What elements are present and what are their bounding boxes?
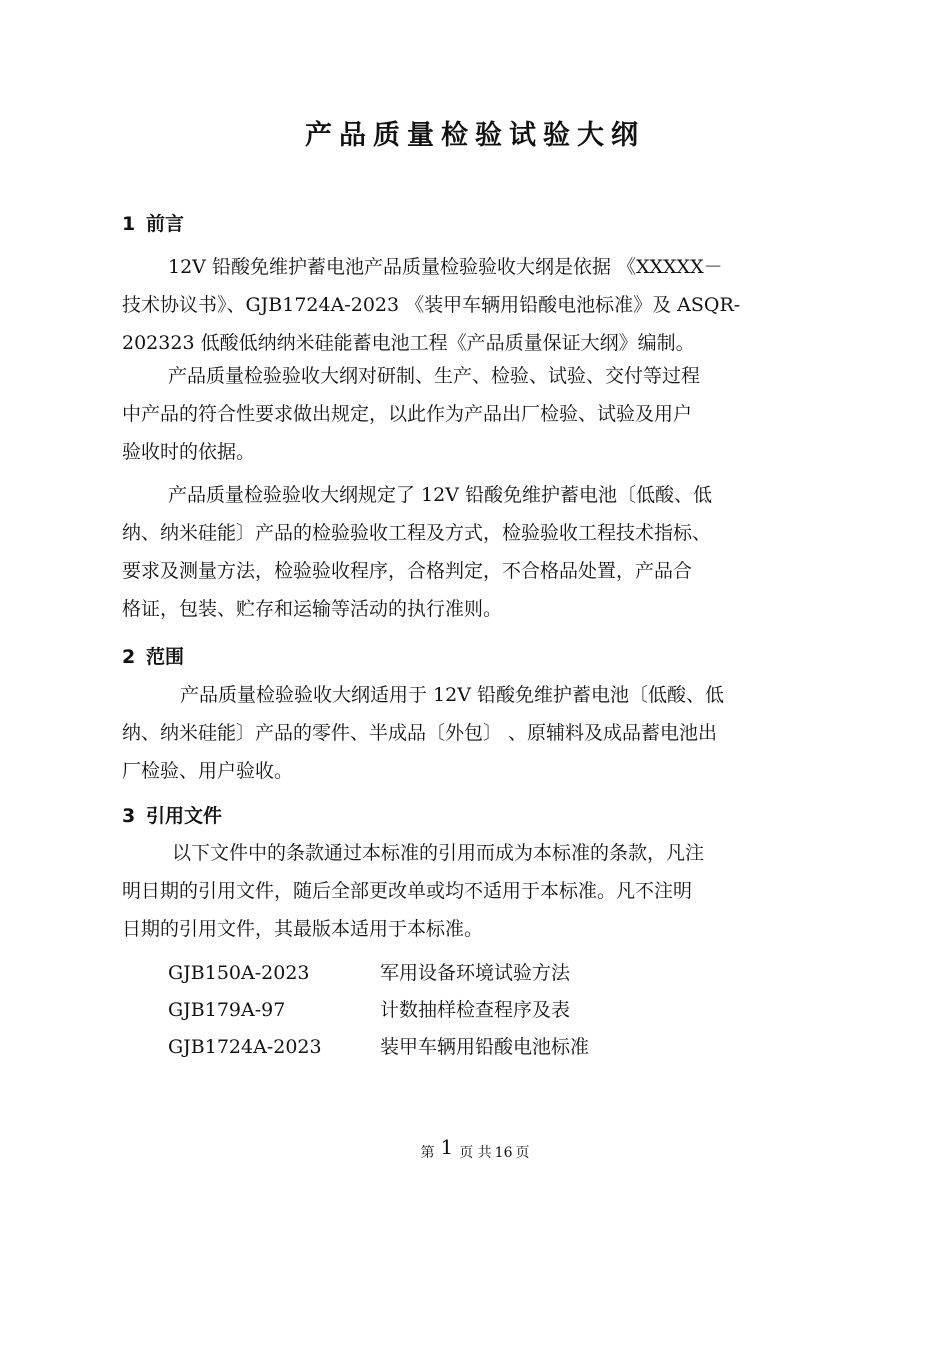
- footer-suffix: 页: [515, 1145, 530, 1161]
- paragraph: [122, 834, 842, 948]
- section-heading-scope: [122, 643, 184, 671]
- section-title: 范围: [146, 646, 185, 668]
- paragraph-line: 厂检验、用户验收。: [122, 760, 294, 782]
- paragraph: [122, 476, 842, 628]
- paragraph-line: 产品质量检验验收大纲规定了 12V 铅酸免维护蓄电池〔低酸、低: [168, 484, 712, 506]
- reference-name: 装甲车辆用铅酸电池标准: [380, 1036, 590, 1058]
- section-number: 3: [122, 805, 136, 827]
- reference-name: 军用设备环境试验方法: [380, 962, 571, 984]
- reference-row: [168, 954, 570, 992]
- paragraph-line: 产品质量检验验收大纲对研制、生产、检验、试验、交付等过程: [168, 365, 701, 387]
- reference-name: 计数抽样检查程序及表: [380, 999, 571, 1021]
- paragraph-line: 要求及测量方法，检验验收程序，合格判定，不合格品处置，产品合: [122, 560, 693, 582]
- footer-middle: 页 共: [459, 1145, 492, 1161]
- section-heading-references: [122, 802, 222, 830]
- paragraph-line: 202323 低酸低纳纳米硅能蓄电池工程《产品质量保证大纲》编制。: [122, 332, 695, 354]
- paragraph-line: 12V 铅酸免维护蓄电池产品质量检验验收大纲是依据 《XXXXX－: [168, 256, 723, 278]
- footer-prefix: 第: [420, 1145, 435, 1161]
- paragraph-line: 技术协议书》、GJB1724A-2023 《装甲车辆用铅酸电池标准》及 ASQR-: [122, 294, 741, 316]
- paragraph-line: 以下文件中的条款通过本标准的引用而成为本标准的条款，凡注: [172, 842, 705, 864]
- paragraph-line: 产品质量检验验收大纲适用于 12V 铅酸免维护蓄电池〔低酸、低: [180, 684, 724, 706]
- paragraph: [122, 248, 842, 362]
- paragraph-line: 验收时的依据。: [122, 441, 256, 463]
- document-title: 产品质量检验试验大纲: [305, 120, 645, 151]
- page-number: 1: [440, 1135, 454, 1159]
- page-total: 16: [494, 1145, 513, 1161]
- reference-row: [168, 1028, 589, 1066]
- paragraph-line: 纳、纳米硅能〕产品的检验验收工程及方式，检验验收工程技术指标、: [122, 522, 712, 544]
- paragraph-line: 日期的引用文件，其最版本适用于本标准。: [122, 918, 484, 940]
- reference-code: GJB1724A-2023: [168, 1036, 322, 1058]
- paragraph-line: 纳、纳米硅能〕产品的零件、半成品〔外包〕 、原辅料及成品蓄电池出: [122, 722, 718, 744]
- paragraph-line: 中产品的符合性要求做出规定，以此作为产品出厂检验、试验及用户: [122, 403, 693, 425]
- section-number: 2: [122, 646, 136, 668]
- paragraph-line: 明日期的引用文件，随后全部更改单或均不适用于本标准。凡不注明: [122, 880, 693, 902]
- paragraph: [122, 676, 842, 790]
- reference-code: GJB179A-97: [168, 999, 286, 1021]
- paragraph-line: 格证，包装、贮存和运输等活动的执行准则。: [122, 598, 503, 620]
- section-title: 前言: [146, 213, 185, 235]
- reference-code: GJB150A-2023: [168, 962, 310, 984]
- section-heading-preface: [122, 210, 184, 238]
- page-footer: [0, 1136, 950, 1167]
- section-number: 1: [122, 213, 136, 235]
- section-title: 引用文件: [146, 805, 223, 827]
- reference-row: [168, 991, 570, 1029]
- paragraph: [122, 357, 842, 471]
